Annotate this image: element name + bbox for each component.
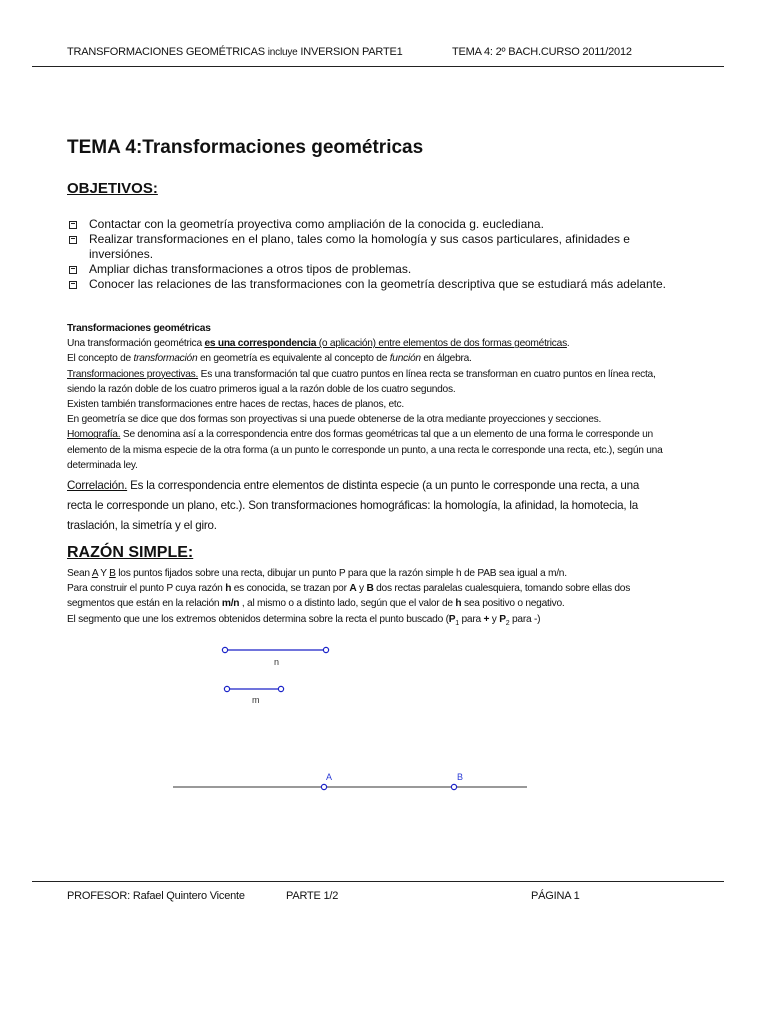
transformaciones-heading: Transformaciones geométricas: [67, 323, 211, 334]
list-item-text: Contactar con la geometría proyectiva como ampliación de la conocida g. euclediana.: [89, 217, 544, 231]
point-m-end: [278, 686, 283, 691]
point-n-end: [323, 647, 328, 652]
correlacion-paragraph: Correlación. Es la correspondencia entre elementos de distinta especie (a un punto le corresponde una recta, a una recta le corresponde un plano, etc.). Son transformaciones homográficas: la homología, la afinidad, la homotecia, la traslación, la simetría y el giro.: [67, 479, 640, 532]
segment-m: [224, 686, 283, 691]
paragraph: En geometría se dice que dos formas son proyectivas si una puede obtenerse de la otra mediante proyecciones y secciones.: [67, 414, 602, 426]
header-doc-title: TRANSFORMACIONES GEOMÉTRICAS: [67, 46, 265, 58]
list-item-text: Realizar transformaciones en el plano, tales como la homología y sus casos particulares, afinidades e inversiónes.: [89, 232, 630, 261]
paragraph: Transformaciones proyectivas. Es una transformación tal que cuatro puntos en línea recta se transforman en cuatro puntos en línea recta, siendo la razón doble de los cuatro primeros igual a la razón doble de los cuatro segundos.: [67, 368, 656, 395]
footer-page-number: PÁGINA 1: [531, 890, 580, 902]
objetivos-heading: OBJETIVOS:: [67, 180, 158, 197]
footer-rule: [32, 881, 724, 882]
segment-n: [222, 647, 328, 652]
list-item-text: Ampliar dichas transformaciones a otros tipos de problemas.: [89, 262, 412, 276]
label-n: n: [274, 657, 280, 667]
header-doc-title-small: incluye: [267, 47, 298, 58]
paragraph: Homografía. Se denomina así a la correspondencia entre dos formas geométricas tal que a un elemento de una forma le corresponde un elemento de la misma especie de la otra forma (a un punto le corresponde un punto, a una recta le corresponde una recta, etc.), según una determinada ley.: [67, 429, 663, 471]
razon-simple-heading: RAZÓN SIMPLE:: [67, 544, 194, 561]
paragraph: El concepto de transformación en geometría es equivalente al concepto de función en álgebra.: [67, 353, 472, 365]
header-course: TEMA 4: 2º BACH.CURSO 2011/2012: [452, 46, 632, 58]
label-b: B: [457, 772, 464, 782]
point-n-start: [222, 647, 227, 652]
label-a: A: [326, 772, 333, 782]
footer-author: PROFESOR: Rafael Quintero Vicente: [67, 890, 245, 902]
point-a: [321, 784, 326, 789]
page-title: TEMA 4:Transformaciones geométricas: [67, 137, 424, 158]
point-b: [451, 784, 456, 789]
razon-simple-text: Sean A Y B los puntos fijados sobre una recta, dibujar un punto P para que la razón simple h de PAB sea igual a m/n. Para construir el punto P cuya razón h es conocida, se trazan por A y B dos rectas paralelas cualesquiera, tomando sobre ellas dos segmentos que están en la relación m/n , al mismo o a distinto lado, según que el valor de h sea positivo o negativo. El segmento que une los extremos obtenidos determina sobre la recta el punto buscado ($P_1$ para + y $P_2$ para -): [67, 568, 631, 627]
footer-part: PARTE 1/2: [286, 890, 339, 902]
point-m-start: [224, 686, 229, 691]
paragraph: Existen también transformaciones entre haces de rectas, haces de planos, etc.: [67, 399, 404, 411]
paragraph: Una transformación geométrica es una correspondencia (o aplicación) entre elementos de dos formas geométricas.: [67, 338, 570, 350]
list-item-text: Conocer las relaciones de las transformaciones con la geometría descriptiva que se estudiará más adelante.: [89, 277, 666, 291]
label-m: m: [252, 695, 260, 705]
header-doc-title-tail: INVERSION PARTE1: [300, 46, 403, 58]
